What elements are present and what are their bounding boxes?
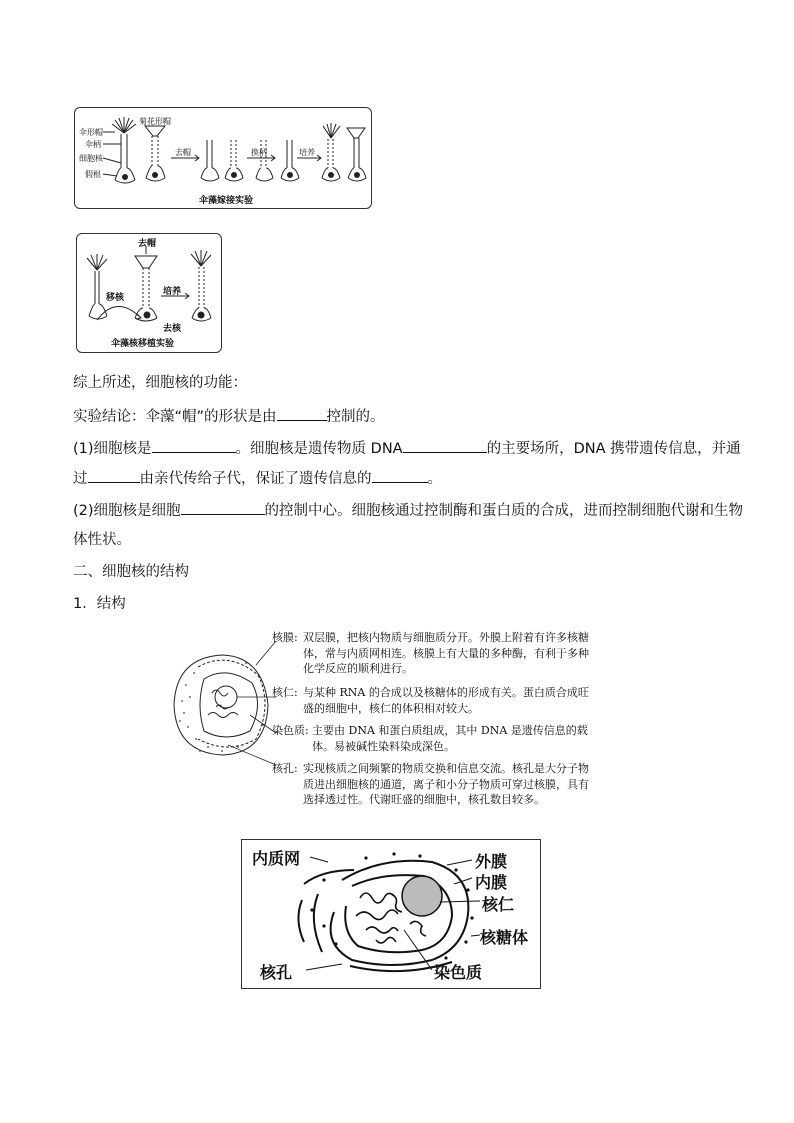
- note-term: 染色质:: [272, 724, 309, 737]
- arrow-label-culture: 培养: [299, 148, 315, 157]
- structure-notes: [272, 630, 632, 810]
- label-remove-cap: 去帽: [138, 239, 157, 249]
- label-chrysanthemum-cap: 菊花形帽: [139, 117, 171, 126]
- p2-text-b: 的控制中心。细胞核通过控制酶和蛋白质的合成，进而控制细胞代谢和生物: [264, 503, 744, 519]
- p1-text-d: 过: [73, 471, 88, 487]
- section2-text: 二、细胞核的结构: [73, 564, 189, 580]
- sub1-text: 1．结构: [73, 596, 126, 612]
- grafting-experiment-figure: [74, 107, 372, 209]
- nucleus-sketch: [168, 635, 278, 775]
- figure-caption-grafting: 伞藻嫁接实验: [199, 196, 254, 206]
- summary-text: 综上所述，细胞核的功能：: [73, 375, 247, 391]
- blank-p1-1[interactable]: [152, 437, 236, 453]
- label-nucleus: 细胞核: [79, 154, 103, 163]
- note-nuclear-pore: [272, 761, 632, 811]
- note-nucleolus: [272, 685, 632, 719]
- conclusion-line: [73, 405, 385, 427]
- function-1-line-1: [73, 437, 741, 459]
- conclusion-text-pre: 实验结论：伞藻“帽”的形状是由: [73, 409, 277, 425]
- p2-text-a: (2)细胞核是细胞: [73, 503, 181, 519]
- function-1-line-2: [73, 467, 442, 489]
- label-chromatin: 染色质: [434, 963, 483, 982]
- label-remove-nucleus: 去核: [163, 324, 182, 334]
- label-umbrella-cap: 伞形帽: [79, 128, 103, 137]
- label-nucleolus: 核仁: [482, 895, 515, 914]
- label-inner-membrane: 内膜: [475, 873, 508, 892]
- nuclear-transplant-figure: [76, 233, 222, 353]
- blank-p1-3[interactable]: [88, 467, 140, 483]
- umbrella-cap-icon: [112, 117, 136, 133]
- p1-text-b: 。细胞核是遗传物质 DNA: [235, 441, 403, 457]
- note-term: 核孔:: [272, 762, 298, 775]
- blank-p2-1[interactable]: [181, 499, 265, 515]
- label-outer-membrane: 外膜: [475, 852, 508, 871]
- note-desc: 实现核质之间频繁的物质交换和信息交流。核孔是大分子物 质进出细胞核的通道，离子和小分子物质可穿过核膜，具有 选择透过性。代谢旺盛的细胞中，核孔数目较多。: [303, 762, 589, 806]
- note-desc: 主要由 DNA 和蛋白质组成，其中 DNA 是遗传信息的载 体。易被碱性染料染成深色。: [312, 724, 588, 753]
- transplant-diagram: [77, 234, 221, 352]
- blank-p1-4[interactable]: [372, 467, 428, 483]
- note-nuclear-envelope: [272, 630, 632, 680]
- nucleus-structure-figure: [241, 839, 541, 989]
- p2-text-c: 体性状。: [73, 532, 131, 548]
- summary-line: [73, 373, 247, 393]
- label-endoplasmic-reticulum: 内质网: [252, 849, 301, 868]
- p1-text-a: (1)细胞核是: [73, 441, 152, 457]
- note-desc: 双层膜，把核内物质与细胞质分开。外膜上附着有许多核糖 体，常与内质网相连。核膜上有大量的多种酶，有利于多种 化学反应的顺利进行。: [303, 631, 589, 675]
- subheading-structure: [73, 594, 126, 614]
- p1-text-c: 的主要场所，DNA 携带遗传信息，并通: [486, 441, 741, 457]
- arrow-label-swap-stalk: 换柄: [251, 148, 267, 157]
- label-culture: 培养: [163, 287, 182, 297]
- p1-text-e: 由亲代传给子代，保证了遗传信息的: [139, 471, 372, 487]
- p1-text-f: 。: [427, 471, 442, 487]
- section-heading: [73, 562, 189, 582]
- label-move-nucleus: 移核: [106, 293, 125, 303]
- note-desc: 与某种 RNA 的合成以及核糖体的形成有关。蛋白质合成旺 盛的细胞中，核仁的体积相对较大。: [303, 686, 589, 715]
- label-rhizoid: 假根: [85, 170, 101, 179]
- function-2-line-2: [73, 530, 131, 550]
- note-chromatin: [272, 723, 632, 757]
- arrow-label-remove-cap: 去帽: [175, 148, 191, 157]
- function-2-line-1: [73, 499, 743, 521]
- blank-conclusion[interactable]: [277, 405, 327, 421]
- blank-p1-2[interactable]: [403, 437, 487, 453]
- label-ribosome: 核糖体: [480, 928, 529, 947]
- note-term: 核膜:: [272, 631, 298, 644]
- label-stalk: 伞柄: [85, 140, 101, 149]
- conclusion-text-post: 控制的。: [326, 409, 385, 425]
- label-nuclear-pore: 核孔: [260, 963, 293, 982]
- figure-caption-transplant: 伞藻核移植实验: [111, 339, 175, 349]
- note-term: 核仁:: [272, 686, 298, 699]
